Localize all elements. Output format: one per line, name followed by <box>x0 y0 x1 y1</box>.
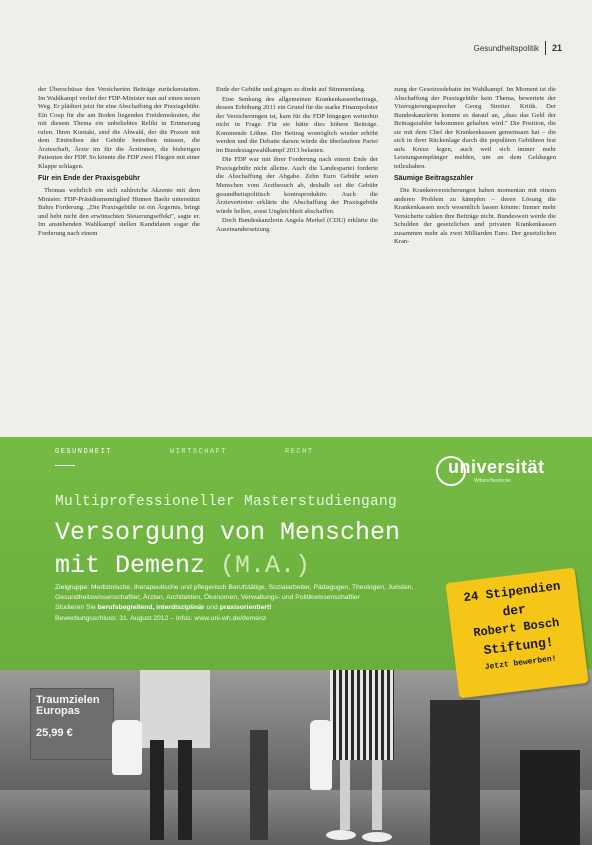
tab-recht: RECHT <box>285 448 314 456</box>
advertisement <box>0 437 592 845</box>
study-mode <box>55 603 465 613</box>
ad-title <box>55 516 400 582</box>
badge-line-4: Stiftung! <box>482 634 555 659</box>
photo-coat <box>140 670 210 748</box>
photo-leg <box>372 760 382 830</box>
paragraph: Thomas wehrlich ein sich zahlreiche Akzente mit dem Minister. FDP-Präsidiumsmitglied Hinnen Baehr unterstützt Bahrs Forderung. „Die Praxisgebühr ist ein Ärgernis, bringt und hebt nicht den erwünschten Steuerungseffekt", sagte er. Im anstehenden Wahlkampf stellen Kandidaten sogar die Forderung nach einem <box>38 187 200 237</box>
sign-text: Traumzielen Europas <box>36 694 100 717</box>
ad-title-line-1: Versorgung von Menschen <box>55 518 401 547</box>
target-group-text: Medizinische, therapeutische und pflegerisch Berufstätige, Sozialarbeiter, Pädagogen, Theologen, Juristen, Gesundheitswissenschaftler, Ärzten, Architekten, Ökonomen, Verwaltungs- und Politikwissenschaftler <box>55 584 414 602</box>
university-logo <box>436 454 556 488</box>
photo-person <box>250 730 268 840</box>
paragraph: Doch Bundeskanzlerin Angela Merkel (CDU) erklärte die Auseinandersetzung <box>216 217 378 233</box>
section-title: Gesundheitspolitik <box>473 43 539 53</box>
photo-shoe <box>362 832 392 842</box>
ad-title-degree: (M.A.) <box>220 551 311 580</box>
tab-wirtschaft: WIRTSCHAFT <box>170 448 228 456</box>
photo-striped-dress <box>330 670 394 760</box>
ad-title-line-2 <box>55 549 400 582</box>
study-bold-1: berufsbegleitend, interdisziplinär <box>97 604 205 612</box>
photo-leg <box>178 740 192 840</box>
page-header <box>474 40 562 56</box>
tab-underline <box>55 465 75 466</box>
photo-bag <box>112 720 142 775</box>
photo-floor <box>0 790 592 845</box>
paragraph: zung der Gesetzesdebatte im Wahlkampf. Im Moment ist die Abschaffung der Praxisgebühr kein Thema, bewertete der Vizeregierungssprecher Georg Streiter. Kritik. Der Bundeskanzlerin kommt es darauf an, „dass das Geld der Beitragszahler bekommen gehalten wird." Die Position, die sie mit dem Chef der Krankenkassen gemeinsam hat – die sich in ihrer Rückenlage durch die populären Gebühren fest aufs Kreuz legen, auch weil sich immer mehr Leistungsempfänger melden, um an dem Geldsegen teilzuhaben. <box>394 86 556 170</box>
ad-photo <box>0 670 592 845</box>
ad-subtitle: Multiprofessioneller Masterstudiengang <box>55 494 398 510</box>
badge-line-1: 24 Stipendien <box>462 579 562 606</box>
target-group <box>55 583 465 603</box>
sign-price: 25,99 € <box>36 727 73 739</box>
article-column-1 <box>38 86 200 390</box>
photo-person <box>430 700 480 845</box>
paragraph: Ende der Gebühr und gingen so direkt auf Stimmenfang. <box>216 86 366 93</box>
badge-line-3: Robert Bosch <box>472 615 561 641</box>
photo-leg <box>340 760 350 830</box>
badge-line-2: der <box>501 601 527 620</box>
study-and: und <box>206 604 218 612</box>
ad-body <box>55 583 465 624</box>
paragraph: Die FDP war mit ihrer Forderung nach einem Ende der Praxisgebühr nicht alleine. Auch die Landespartei forderte die Abschaffung der Abgabe. Zehn Euro Gebühr seien Menschen vom Arztbesuch ab, deshalb sei die Gebühr gesundheitspolitisch kontraproduktiv. Auch die Ärztevertreter erklärte die Abschaffung der Praxisgebühr würde hellen, sonst Ungleichheit abschaffen. <box>216 156 378 215</box>
subheading: Für ein Ende der Praxisgebühr <box>38 175 140 183</box>
tab-gesundheit: GESUNDHEIT <box>55 448 113 456</box>
ad-title-main: mit Demenz <box>55 551 206 580</box>
logo-name: universität <box>448 457 545 477</box>
paragraph: Eine Senkung des allgemeinen Krankenkassenbeitrags, dessen Erhöhung 2011 ein Grund für die starke Finanzpolster der Versicherungen ist, kam für die FDP hingegen weiterhin nicht in Frage. Für sie hätte dies höhere Beiträge. Kommende Löhne. Der Beitrag womöglich wieder erhöht werden und die Debatte darum würde die überlaufene Partei im Bundestagswahlkampf 2013 belasten. <box>216 95 378 154</box>
application-deadline: Bewerbungsschluss: 31. August 2012 – Infos: www.uni-wh.de/demenz <box>55 614 267 622</box>
photo-shop-sign <box>30 688 114 760</box>
paragraph: der Überschüsse den Versicherten Beiträge zurückerstatten. Im Wahlkampf verlief der FDP-Minister nun auf einen neuen Weg. Er plädiert jetzt für eine Abschaffung der Praxisgebühr. Ein Coup für die am Boden liegenden Freidemokraten, die mit diesem Thema ein unbeliebtes Relikt in Erinnerung rufen. Ihren Kontakt, sind die Abwahl, der die Praxen mit dem Eintreiben der Gebühr betreiben müssen, die Ärzteschaft, Ärzte im für die Ärztinnen, die bisherigen Patienten der FDP. So könnte die FDP zwei Fliegen mit einer Klappe schlagen. <box>38 86 200 170</box>
study-text: Studieren Sie <box>55 604 96 612</box>
photo-person <box>520 750 580 845</box>
badge-cta: Jetzt bewerben! <box>484 654 557 673</box>
ad-category-tabs <box>55 448 314 456</box>
photo-leg <box>150 740 164 840</box>
article-column-3 <box>394 86 556 390</box>
photo-shoe <box>326 830 356 840</box>
scholarship-badge[interactable] <box>445 568 588 699</box>
study-bold-2: praxisorientiert! <box>219 604 272 612</box>
target-group-label: Zielgruppe: <box>55 584 90 591</box>
paragraph: Die Krankenversicherungen haben momentan mit einem anderen Problem zu kämpfen – deren Lösung die Krankenkassen noch wesentlich lassen könnte: Immer mehr Versicherte zahlen ihre Beiträge nicht. Bundesweit werde die Schulden der gesetzlichen und privaten Krankenkassen zusammen mehr als zwei Milliarden Euro. Der gesetzlichen Kran- <box>394 187 556 246</box>
page-number: 21 <box>551 43 562 53</box>
photo-bag <box>310 720 332 790</box>
logo-subtitle: Witten/Herdecke <box>474 478 511 484</box>
article-column-2 <box>216 86 378 390</box>
header-divider <box>545 41 546 55</box>
subheading: Säumige Beitragszahler <box>394 175 474 183</box>
